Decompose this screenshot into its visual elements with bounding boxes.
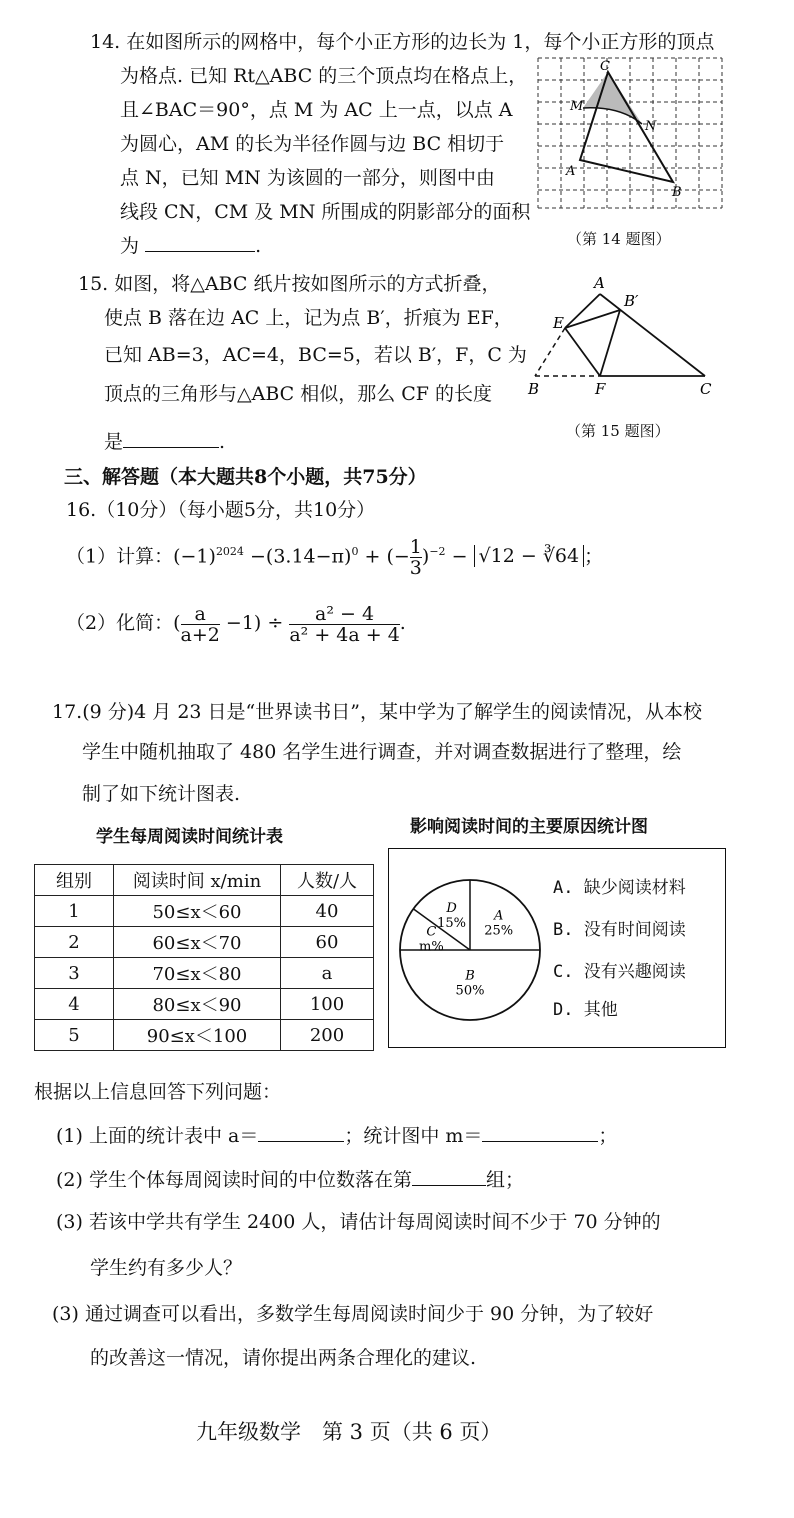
q16-abs-expression: √12 − ∛64 [474, 545, 585, 567]
legend-a: A. 缺少阅读材料 [553, 878, 686, 898]
cell-group: 2 [35, 927, 114, 958]
q14-line-4: 为圆心，AM 的长为半径作圆与边 BC 相切于 [120, 133, 505, 155]
numerator: a² − 4 [289, 604, 399, 625]
legend-d: D. 其他 [553, 1000, 618, 1020]
label-m: M [570, 99, 584, 114]
cell-time: 70≤x＜80 [114, 958, 281, 989]
label-c: C [600, 59, 610, 74]
blank-m[interactable] [482, 1123, 598, 1142]
label-f: F [595, 380, 606, 398]
sub-number: (1) [56, 1125, 83, 1147]
cell-group: 3 [35, 958, 114, 989]
numerator: 1 [409, 535, 422, 558]
legend-b: B. 没有时间阅读 [553, 920, 686, 940]
pie-slice-percent-c: m% [419, 939, 444, 955]
q16-part2-mid: −1) ÷ [225, 612, 284, 634]
q16-part1-prefix: （1）计算： [66, 545, 174, 568]
header-group: 组别 [35, 865, 114, 896]
q16-minus: − [451, 545, 468, 568]
table-row [35, 989, 374, 1020]
q14-answer-prefix: 为 [120, 235, 140, 257]
denominator: a² + 4a + 4 [289, 623, 400, 646]
stat-table [34, 864, 374, 1051]
pie-chart [395, 875, 545, 1025]
q16-semicolon: ； [584, 545, 604, 568]
q16-fraction-b [289, 604, 399, 645]
cell-time: 80≤x＜90 [114, 989, 281, 1020]
cell-time: 90≤x＜100 [114, 1020, 281, 1051]
q14-line-1: 14. 在如图所示的网格中，每个小正方形的边长为 1，每个小正方形的顶点 [90, 31, 715, 53]
cell-count: 60 [281, 927, 374, 958]
q16-fraction-a [181, 604, 220, 645]
blank-median-group[interactable] [412, 1167, 486, 1186]
q17-line-3: 制了如下统计图表. [82, 783, 241, 805]
sub-number: (2) [56, 1169, 83, 1191]
q17-line-2: 学生中随机抽取了 480 名学生进行调查，并对调查数据进行了整理，绘 [82, 741, 682, 763]
pie-slice-percent-d: 15% [437, 915, 467, 931]
pie-slice-label-d: D [446, 900, 457, 916]
q15-line-1: 15. 如图，将△ABC 纸片按如图所示的方式折叠， [78, 273, 501, 295]
label-n: N [645, 119, 657, 134]
q16-part1 [66, 532, 603, 578]
q16-term-a: (−1) [173, 545, 216, 568]
q16-part2-prefix: （2）化简：( [66, 612, 181, 634]
sub1-text-a: 上面的统计表中 a＝ [88, 1125, 259, 1147]
legend-c: C. 没有兴趣阅读 [553, 962, 686, 982]
q16-part2 [66, 600, 406, 646]
label-a: A [566, 164, 576, 179]
table-row [35, 896, 374, 927]
fold-ef [565, 328, 600, 376]
q16-term-d: ) [421, 545, 430, 568]
sub1-text-c: ； [598, 1125, 618, 1147]
q15-answer-prefix: 是 [104, 431, 124, 453]
side-ac [600, 294, 705, 376]
sub2-text-b: 组； [485, 1169, 524, 1191]
q14-line-7: 为 . [120, 235, 262, 257]
q16-header: 16.（10分）（每小题5分，共10分） [66, 499, 376, 521]
q15-line-3: 已知 AB=3，AC=4，BC=5，若以 B′，F，C 为 [104, 344, 527, 366]
pie-slice-label-c: C [426, 924, 437, 940]
sub-number: (3) [52, 1303, 79, 1325]
q17-sub-3-line-2: 学生约有多少人？ [90, 1257, 243, 1279]
table-header-row [35, 865, 374, 896]
q15-caption: （第 15 题图） [566, 422, 670, 440]
cell-count: 200 [281, 1020, 374, 1051]
page-footer: 九年级数学 第 3 页（共 6 页） [196, 1420, 502, 1444]
q14-figure [530, 50, 730, 220]
sub-number: (3) [56, 1211, 83, 1233]
sub1-text-b: ；统计图中 m＝ [344, 1125, 483, 1147]
segment-bpf [600, 310, 620, 376]
blank-a[interactable] [258, 1123, 344, 1142]
header-time: 阅读时间 x/min [114, 865, 281, 896]
sub4-text: 通过调查可以看出，多数学生每周阅读时间少于 90 分钟，为了较好 [84, 1303, 654, 1325]
table-row [35, 927, 374, 958]
dashed-eb [535, 328, 565, 376]
label-b: B [672, 185, 682, 200]
triangle-abc [580, 72, 673, 182]
q16-exp-0: 0 [351, 545, 359, 558]
q14-line-6: 线段 CN，CM 及 MN 所围成的阴影部分的面积 [120, 201, 531, 223]
q15-line-2: 使点 B 落在边 AC 上，记为点 B′，折痕为 EF， [104, 307, 513, 329]
pie-slice-percent-b: 50% [455, 983, 485, 999]
sub3-text: 若该中学共有学生 2400 人，请估计每周阅读时间不少于 70 分钟的 [88, 1211, 661, 1233]
label-b: B [528, 380, 540, 398]
cell-group: 1 [35, 896, 114, 927]
q17-sub-3-line-1 [56, 1208, 661, 1236]
q15-line-5: 是 . [104, 431, 226, 453]
cell-group: 5 [35, 1020, 114, 1051]
table-row [35, 1020, 374, 1051]
denominator: a+2 [180, 623, 220, 646]
q16-term-c: + (− [364, 545, 410, 568]
q16-fraction-third [410, 537, 422, 578]
pie-slice-percent-a: 25% [484, 923, 514, 939]
q17-sub-1 [56, 1122, 617, 1150]
label-e: E [553, 314, 564, 332]
cell-group: 4 [35, 989, 114, 1020]
pie-slice-label-a: A [494, 908, 504, 924]
q17-sub-2 [56, 1166, 524, 1194]
section-title: 三、解答题（本大题共8个小题，共75分） [64, 466, 427, 488]
q14-line-2: 为格点. 已知 Rt△ABC 的三个顶点均在格点上， [120, 65, 528, 87]
cell-time: 50≤x＜60 [114, 896, 281, 927]
cell-time: 60≤x＜70 [114, 927, 281, 958]
q15-figure [520, 270, 730, 400]
pie-slice-label-b: B [465, 968, 475, 984]
q17-intro: 根据以上信息回答下列问题： [34, 1081, 282, 1103]
label-a: A [594, 274, 605, 292]
cell-count: a [281, 958, 374, 989]
q14-line-3: 且∠BAC＝90°，点 M 为 AC 上一点，以点 A [120, 99, 513, 121]
q17-line-1: 17.(9 分)4 月 23 日是“世界读书日”，某中学为了解学生的阅读情况，从本校 [52, 701, 702, 723]
q16-exp-2024: 2024 [215, 545, 244, 558]
cell-count: 40 [281, 896, 374, 927]
table-row [35, 958, 374, 989]
grid [538, 58, 722, 208]
numerator: a [181, 604, 220, 625]
q15-answer-blank[interactable] [123, 429, 219, 448]
q16-exp-neg2: −2 [429, 545, 446, 558]
q15-line-4: 顶点的三角形与△ABC 相似，那么 CF 的长度 [104, 383, 493, 405]
q17-sub-4-line-2: 的改善这一情况，请你提出两条合理化的建议. [90, 1347, 477, 1369]
denominator: 3 [409, 556, 422, 579]
pie-chart-box [388, 848, 726, 1048]
label-c: C [700, 380, 712, 398]
table-title: 学生每周阅读时间统计表 [96, 827, 283, 847]
header-count: 人数/人 [281, 865, 374, 896]
pie-title: 影响阅读时间的主要原因统计图 [410, 817, 648, 837]
q14-line-5: 点 N，已知 MN 为该圆的一部分，则图中由 [120, 167, 495, 189]
q14-answer-blank[interactable] [145, 233, 255, 252]
q14-caption: （第 14 题图） [567, 230, 671, 248]
sub2-text-a: 学生个体每周阅读时间的中位数落在第 [88, 1169, 412, 1191]
label-bprime: B′ [624, 292, 639, 310]
q16-term-b: −(3.14−π) [249, 545, 352, 568]
q17-sub-4-line-1 [52, 1300, 653, 1328]
cell-count: 100 [281, 989, 374, 1020]
q16-period: . [399, 612, 406, 634]
